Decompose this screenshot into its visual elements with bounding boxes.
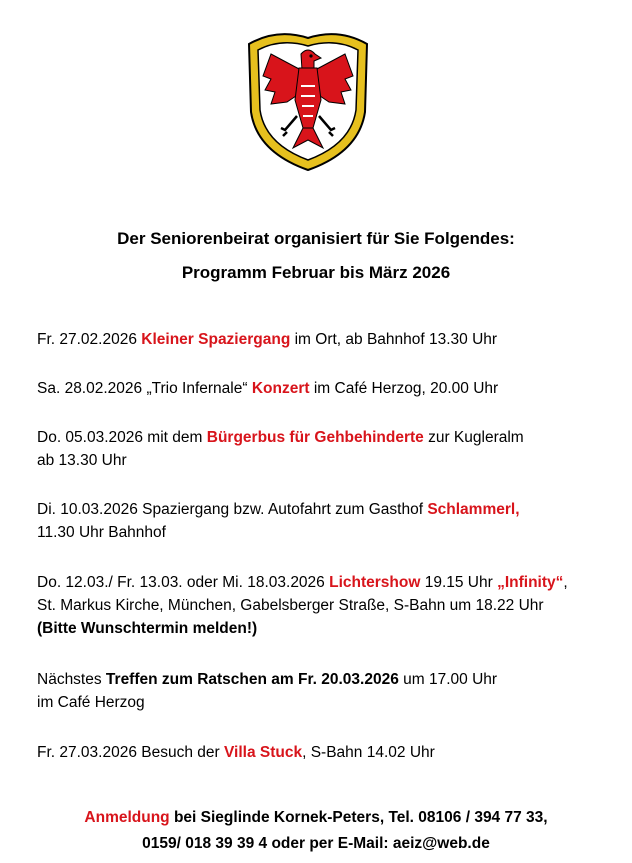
program-entry: Nächstes Treffen zum Ratschen am Fr. 20.03.2026 um 17.00 Uhr im Café Herzog [37, 671, 498, 711]
coat-of-arms-eagle-icon [241, 24, 375, 172]
program-entry: Do. 12.03./ Fr. 13.03. oder Mi. 18.03.2026 Lichtershow 19.15 Uhr „Infinity“, St. Markus Kirche, München, Gabelsberger Straße, S-Bahn um 18.22 Uhr (Bitte Wunschtermin melden!) [37, 571, 622, 640]
registration-info: Anmeldung bei Sieglinde Kornek-Peters, Tel. 08106 / 394 77 33, 0159/ 018 39 39 4 oder per E-Mail: aeiz@web.de [0, 805, 632, 857]
program-subtitle: Programm Februar bis März 2026 [181, 263, 451, 282]
event-highlight: Villa Stuck [223, 744, 303, 761]
registration-label: Anmeldung [84, 809, 170, 826]
event-highlight: Konzert [251, 380, 310, 397]
program-entry: Do. 05.03.2026 mit dem Bürgerbus für Gehbehinderte zur Kugleralm ab 13.30 Uhr [37, 429, 524, 469]
contact-line: 0159/ 018 39 39 4 oder per E-Mail: aeiz@web.de [142, 835, 490, 852]
event-highlight: Bürgerbus für Gehbehinderte [206, 429, 424, 446]
note: (Bitte Wunschtermin melden!) [37, 620, 258, 637]
program-entry: Fr. 27.02.2026 Kleiner Spaziergang im Ort, ab Bahnhof 13.30 Uhr [37, 331, 498, 348]
event-highlight: Lichtershow [329, 574, 421, 591]
event-highlight: Schlammerl, [427, 501, 520, 518]
program-entry: Sa. 28.02.2026 „Trio Infernale“ Konzert im Café Herzog, 20.00 Uhr [37, 380, 499, 397]
program-entry: Fr. 27.03.2026 Besuch der Villa Stuck, S-Bahn 14.02 Uhr [37, 744, 435, 761]
event-highlight: Treffen zum Ratschen am Fr. 20.03.2026 [105, 671, 399, 688]
page-title: Der Seniorenbeirat organisiert für Sie Folgendes: [117, 229, 515, 248]
event-highlight: Kleiner Spaziergang [141, 331, 291, 348]
program-entry: Di. 10.03.2026 Spaziergang bzw. Autofahrt zum Gasthof Schlammerl, 11.30 Uhr Bahnhof [37, 501, 520, 541]
event-highlight: „Infinity“ [497, 574, 564, 591]
